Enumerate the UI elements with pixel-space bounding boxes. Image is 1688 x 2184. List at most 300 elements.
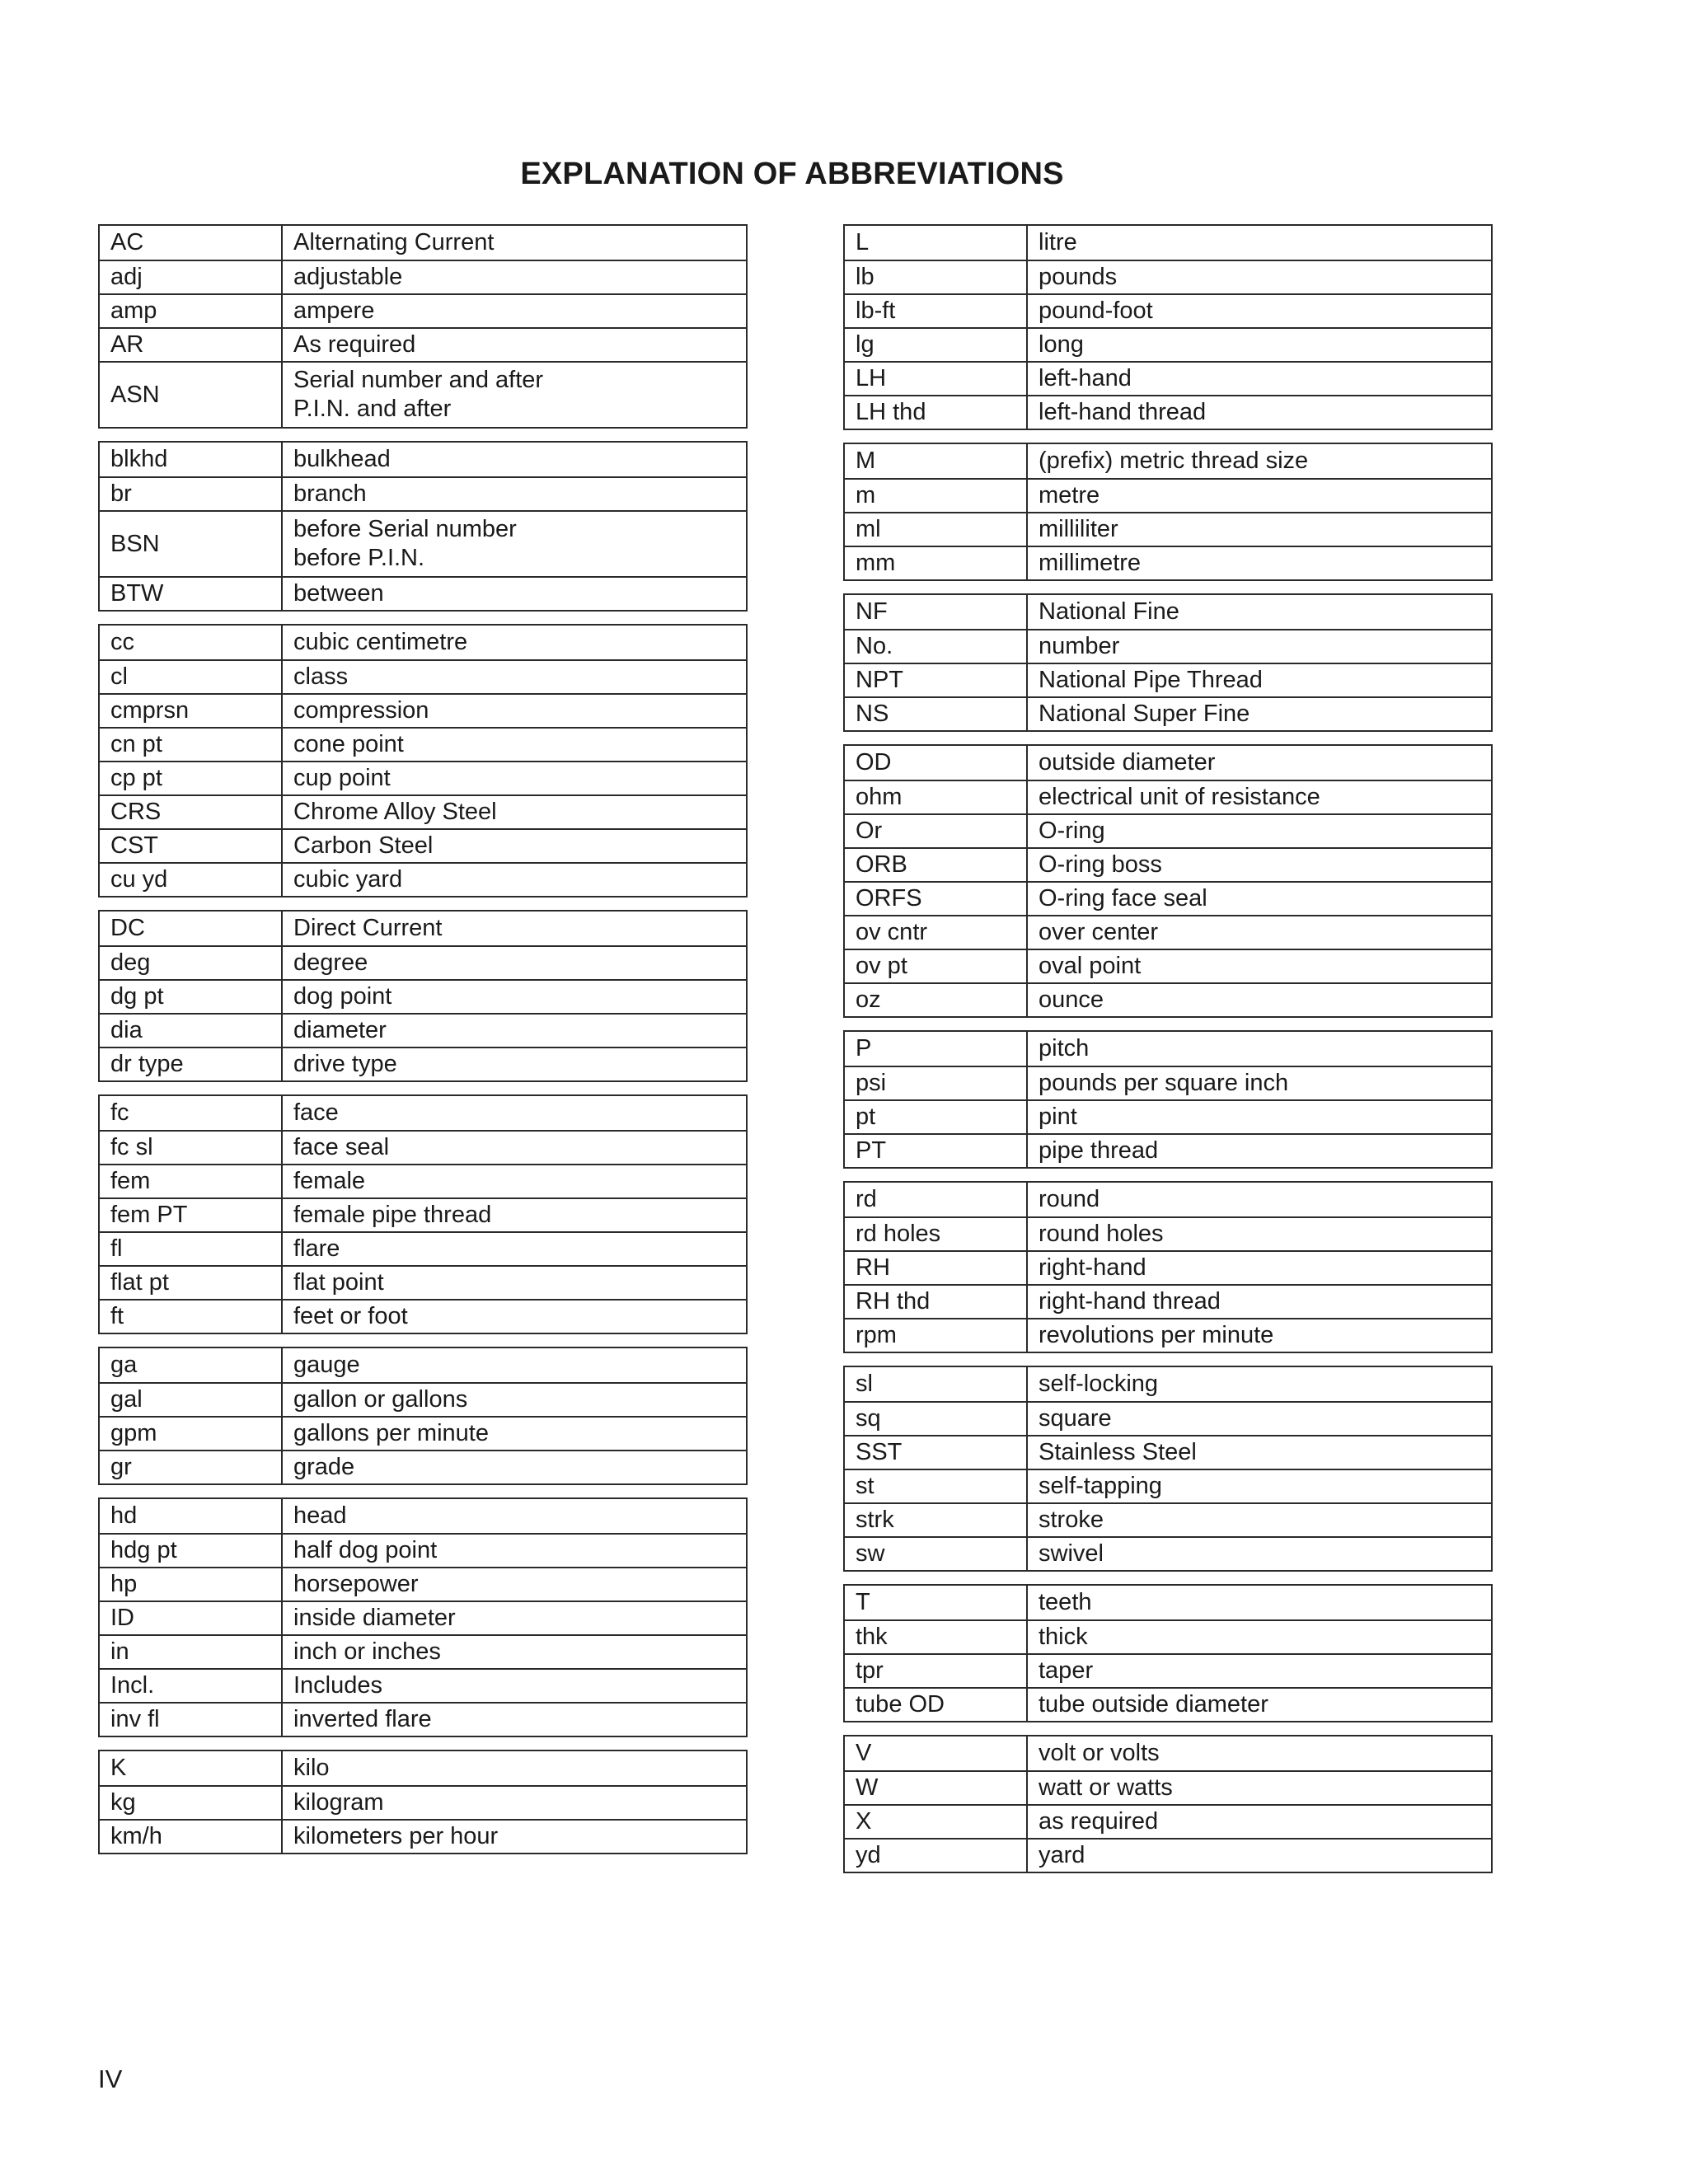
abbreviation-row [100,1751,746,1785]
abbreviation-meaning [1028,1319,1491,1352]
abbreviation-term: ohm [845,781,1028,813]
abbreviation-meaning [283,443,746,476]
abbreviation-row [100,945,746,979]
abbreviation-meaning-line: outside diameter [1039,749,1216,776]
abbreviation-row [845,595,1491,629]
abbreviation-meaning-line: kilo [293,1755,330,1781]
abbreviation-term: ft [100,1301,283,1333]
abbreviation-meaning [283,1418,746,1450]
abbreviation-meaning-line: O-ring boss [1039,851,1162,878]
abbreviation-term: sl [845,1367,1028,1401]
abbreviation-meaning-line: head [293,1502,347,1529]
abbreviation-row [100,1164,746,1197]
abbreviation-meaning-line: volt or volts [1039,1740,1160,1766]
abbreviation-row [845,395,1491,429]
abbreviation-row [845,260,1491,293]
abbreviation-meaning [1028,329,1491,361]
abbreviation-group [843,593,1493,732]
abbreviation-term: NPT [845,664,1028,696]
abbreviation-row [100,828,746,862]
abbreviation-row [100,1601,746,1634]
abbreviation-meaning-line: O-ring [1039,818,1105,844]
abbreviation-row [845,1099,1491,1133]
abbreviation-term: fem [100,1165,283,1197]
abbreviation-meaning-line: branch [293,480,367,507]
abbreviation-term: ov pt [845,950,1028,982]
abbreviation-meaning [1028,396,1491,429]
abbreviation-row [100,1231,746,1265]
left-abbreviation-column [98,224,748,1867]
abbreviation-term: fem PT [100,1199,283,1231]
abbreviation-meaning [1028,1286,1491,1318]
abbreviation-group [98,910,748,1082]
abbreviation-term: gpm [100,1418,283,1450]
abbreviation-term: lb-ft [845,295,1028,327]
abbreviation-meaning [283,1751,746,1785]
abbreviation-term: L [845,226,1028,260]
abbreviation-meaning-line: (prefix) metric thread size [1039,448,1309,474]
abbreviation-meaning-line: compression [293,697,429,724]
abbreviation-group [843,1584,1493,1722]
abbreviation-meaning-line: flat point [293,1269,384,1296]
abbreviation-row [845,1469,1491,1502]
abbreviation-row [845,546,1491,579]
abbreviation-term: Or [845,815,1028,847]
abbreviation-row [100,510,746,576]
abbreviation-meaning-line: electrical unit of resistance [1039,784,1320,810]
abbreviation-row [100,1634,746,1668]
abbreviation-meaning [1028,595,1491,629]
abbreviation-row [845,1250,1491,1284]
abbreviation-meaning-line: stroke [1039,1507,1104,1533]
abbreviation-term: thk [845,1621,1028,1653]
abbreviation-meaning-line: round [1039,1186,1100,1212]
abbreviation-meaning [283,626,746,659]
abbreviation-meaning [283,1787,746,1819]
abbreviation-meaning [283,295,746,327]
abbreviation-row [845,949,1491,982]
abbreviation-meaning [1028,815,1491,847]
abbreviation-row [100,260,746,293]
abbreviation-meaning-line: oval point [1039,953,1142,979]
abbreviation-group [843,224,1493,430]
abbreviation-meaning [283,1670,746,1702]
abbreviation-group [98,441,748,612]
abbreviation-term: AR [100,329,283,361]
abbreviation-meaning-line: Direct Current [293,915,443,941]
abbreviation-meaning-line: inside diameter [293,1605,456,1631]
abbreviation-term: BTW [100,578,283,610]
abbreviation-meaning [283,1096,746,1130]
abbreviation-meaning-line: self-tapping [1039,1473,1162,1499]
abbreviation-meaning-line: pipe thread [1039,1137,1159,1164]
abbreviation-term: ml [845,513,1028,546]
abbreviation-row [845,1066,1491,1099]
abbreviation-term: mm [845,547,1028,579]
abbreviation-term: PT [845,1135,1028,1167]
abbreviation-term: P [845,1032,1028,1066]
abbreviation-meaning [1028,1736,1491,1770]
abbreviation-meaning-line: cubic centimetre [293,629,468,655]
abbreviation-meaning [1028,480,1491,512]
abbreviation-row [845,982,1491,1016]
abbreviation-term: tpr [845,1655,1028,1687]
abbreviation-meaning [283,796,746,828]
abbreviation-term: OD [845,746,1028,780]
abbreviation-term: yd [845,1840,1028,1872]
abbreviation-row [845,1736,1491,1770]
abbreviation-meaning-line: left-hand [1039,365,1132,391]
abbreviation-group [98,1497,748,1737]
abbreviation-meaning [283,1233,746,1265]
abbreviation-row [845,780,1491,813]
abbreviation-row [100,1382,746,1416]
abbreviation-row [845,1804,1491,1838]
abbreviation-term: SST [845,1436,1028,1469]
abbreviation-row [845,1435,1491,1469]
abbreviation-row [100,361,746,427]
abbreviation-meaning-line: taper [1039,1657,1094,1684]
abbreviation-meaning [1028,226,1491,260]
abbreviation-term: oz [845,984,1028,1016]
abbreviation-term: cl [100,661,283,693]
abbreviation-term: BSN [100,512,283,576]
abbreviation-term: inv fl [100,1704,283,1736]
abbreviation-term: No. [845,630,1028,663]
abbreviation-meaning [1028,444,1491,478]
abbreviation-term: K [100,1751,283,1785]
abbreviation-row [100,1197,746,1231]
abbreviation-term: T [845,1586,1028,1619]
abbreviation-row [100,1013,746,1047]
abbreviation-term: cu yd [100,864,283,896]
abbreviation-row [100,1416,746,1450]
abbreviation-row [845,478,1491,512]
abbreviation-term: cp pt [100,762,283,794]
abbreviation-meaning [283,1165,746,1197]
abbreviation-group [98,224,748,429]
abbreviation-term: CST [100,830,283,862]
abbreviation-meaning [1028,1586,1491,1619]
abbreviation-meaning-line: Stainless Steel [1039,1439,1197,1465]
abbreviation-term: psi [845,1067,1028,1099]
abbreviation-term: V [845,1736,1028,1770]
abbreviation-meaning-line: horsepower [293,1571,419,1597]
abbreviation-meaning-line: as required [1039,1808,1159,1835]
abbreviation-row [100,1348,746,1382]
abbreviation-row [845,1216,1491,1250]
abbreviation-meaning-line: milliliter [1039,516,1118,542]
abbreviation-meaning-line: gallons per minute [293,1420,489,1446]
abbreviation-term: cmprsn [100,695,283,727]
abbreviation-row [845,696,1491,730]
abbreviation-meaning [1028,1367,1491,1401]
abbreviation-term: sw [845,1538,1028,1570]
abbreviation-row [845,813,1491,847]
abbreviation-row [100,1819,746,1853]
abbreviation-meaning-line: pitch [1039,1035,1090,1062]
abbreviation-meaning-line: long [1039,331,1084,358]
abbreviation-row [845,1401,1491,1435]
abbreviation-meaning [283,830,746,862]
abbreviation-row [100,1450,746,1483]
abbreviation-term: flat pt [100,1267,283,1299]
abbreviation-group [98,1347,748,1485]
abbreviation-row [100,1533,746,1567]
abbreviation-term: NF [845,595,1028,629]
abbreviation-term: DC [100,912,283,945]
abbreviation-term: M [845,444,1028,478]
abbreviation-row [845,881,1491,915]
abbreviation-meaning-line: Alternating Current [293,229,495,255]
abbreviation-row [845,1586,1491,1619]
abbreviation-meaning [283,1821,746,1853]
abbreviation-group [843,1735,1493,1873]
abbreviation-term: km/h [100,1821,283,1853]
abbreviation-meaning [283,1384,746,1416]
abbreviation-meaning-line: National Super Fine [1039,701,1250,727]
abbreviation-meaning [1028,950,1491,982]
abbreviation-term: W [845,1772,1028,1804]
abbreviation-row [100,693,746,727]
abbreviation-meaning-line: round holes [1039,1221,1164,1247]
abbreviation-row [845,226,1491,260]
abbreviation-meaning-line: swivel [1039,1540,1104,1567]
abbreviation-term: ID [100,1602,283,1634]
abbreviation-term: deg [100,947,283,979]
abbreviation-meaning [1028,916,1491,949]
abbreviation-group [843,1366,1493,1572]
abbreviation-meaning [1028,363,1491,395]
abbreviation-row [100,979,746,1013]
abbreviation-term: LH thd [845,396,1028,429]
abbreviation-row [100,1299,746,1333]
abbreviation-meaning [1028,1840,1491,1872]
abbreviation-row [100,761,746,794]
abbreviation-meaning-line: Serial number and after [293,367,544,393]
abbreviation-meaning-line: yard [1039,1842,1085,1868]
abbreviation-meaning [1028,1504,1491,1536]
abbreviation-group [98,1094,748,1334]
abbreviation-row [100,1047,746,1080]
page-title: EXPLANATION OF ABBREVIATIONS [520,157,1064,191]
abbreviation-meaning [283,512,746,576]
abbreviation-meaning [1028,664,1491,696]
abbreviation-meaning-line: Carbon Steel [293,832,434,859]
abbreviation-meaning [1028,1218,1491,1250]
abbreviation-row [845,1032,1491,1066]
abbreviation-meaning-line: inch or inches [293,1638,441,1665]
abbreviation-meaning-line: revolutions per minute [1039,1322,1274,1348]
abbreviation-term: cc [100,626,283,659]
abbreviation-row [100,1130,746,1164]
abbreviation-meaning-line: face [293,1099,339,1126]
abbreviation-row [845,629,1491,663]
abbreviation-row [845,847,1491,881]
abbreviation-meaning-line: ounce [1039,987,1104,1013]
right-abbreviation-column [843,224,1493,1886]
abbreviation-meaning-line: cubic yard [293,866,403,893]
abbreviation-meaning-line: gauge [293,1352,360,1378]
abbreviation-meaning-line: flare [293,1235,340,1262]
abbreviation-meaning-line: pounds per square inch [1039,1070,1289,1096]
abbreviation-meaning-line: cone point [293,731,404,757]
abbreviation-group [843,443,1493,581]
abbreviation-meaning [283,1301,746,1333]
abbreviation-term: ga [100,1348,283,1382]
abbreviation-row [100,1265,746,1299]
abbreviation-meaning [283,981,746,1013]
abbreviation-meaning-line: before Serial number [293,516,517,542]
abbreviation-group [843,1030,1493,1169]
abbreviation-term: RH thd [845,1286,1028,1318]
abbreviation-row [100,576,746,610]
abbreviation-meaning-line: female [293,1168,366,1194]
abbreviation-meaning [1028,1135,1491,1167]
abbreviation-term: adj [100,261,283,293]
abbreviation-meaning [1028,849,1491,881]
abbreviation-meaning [1028,883,1491,915]
abbreviation-row [845,915,1491,949]
abbreviation-meaning [1028,1101,1491,1133]
abbreviation-row [845,293,1491,327]
abbreviation-meaning-line: metre [1039,482,1100,509]
abbreviation-meaning [283,947,746,979]
abbreviation-meaning-line: before P.I.N. [293,545,425,571]
abbreviation-meaning-line: litre [1039,229,1077,255]
abbreviation-term: RH [845,1252,1028,1284]
abbreviation-term: ORB [845,849,1028,881]
abbreviation-row [100,226,746,260]
abbreviation-meaning [283,864,746,896]
abbreviation-row [100,1499,746,1533]
abbreviation-row [100,1567,746,1601]
abbreviation-term: st [845,1470,1028,1502]
abbreviation-row [845,512,1491,546]
abbreviation-term: blkhd [100,443,283,476]
abbreviation-term: lg [845,329,1028,361]
abbreviation-meaning [283,329,746,361]
abbreviation-meaning [1028,1067,1491,1099]
abbreviation-row [845,1653,1491,1687]
abbreviation-meaning-line: class [293,663,349,690]
abbreviation-meaning-line: cup point [293,765,391,791]
abbreviation-row [845,1770,1491,1804]
abbreviation-meaning [1028,1806,1491,1838]
abbreviation-meaning-line: self-locking [1039,1371,1159,1397]
abbreviation-term: dia [100,1015,283,1047]
abbreviation-term: fc [100,1096,283,1130]
abbreviation-row [845,1536,1491,1570]
abbreviation-meaning-line: inverted flare [293,1706,432,1732]
abbreviation-row [845,746,1491,780]
abbreviation-meaning [1028,630,1491,663]
abbreviation-term: sq [845,1403,1028,1435]
abbreviation-meaning-line: Chrome Alloy Steel [293,799,497,825]
abbreviation-term: fc sl [100,1132,283,1164]
abbreviation-term: rd holes [845,1218,1028,1250]
abbreviation-meaning-line: National Pipe Thread [1039,667,1263,693]
abbreviation-row [100,476,746,510]
abbreviation-meaning [283,363,746,427]
abbreviation-meaning-line: half dog point [293,1537,438,1563]
abbreviation-term: kg [100,1787,283,1819]
abbreviation-row [100,1096,746,1130]
abbreviation-meaning [283,1568,746,1601]
abbreviation-row [100,1702,746,1736]
abbreviation-term: ov cntr [845,916,1028,949]
abbreviation-term: hd [100,1499,283,1533]
abbreviation-row [100,293,746,327]
abbreviation-term: pt [845,1101,1028,1133]
abbreviation-meaning-line: O-ring face seal [1039,885,1207,912]
abbreviation-term: amp [100,295,283,327]
abbreviation-meaning-line: feet or foot [293,1303,408,1329]
abbreviation-row [100,1785,746,1819]
abbreviation-meaning [283,261,746,293]
abbreviation-term: dg pt [100,981,283,1013]
abbreviation-meaning [283,1499,746,1533]
abbreviation-meaning [1028,1470,1491,1502]
abbreviation-meaning [1028,1252,1491,1284]
abbreviation-term: hdg pt [100,1535,283,1567]
abbreviation-meaning-line: pounds [1039,264,1118,290]
abbreviation-meaning-line: millimetre [1039,550,1142,576]
abbreviation-group [843,1181,1493,1353]
abbreviation-meaning-line: ampere [293,298,375,324]
abbreviation-meaning-line: As required [293,331,416,358]
abbreviation-term: ASN [100,363,283,427]
abbreviation-term: lb [845,261,1028,293]
abbreviation-row [845,1284,1491,1318]
abbreviation-meaning [1028,1655,1491,1687]
abbreviation-row [100,912,746,945]
abbreviation-term: X [845,1806,1028,1838]
abbreviation-meaning [283,1048,746,1080]
abbreviation-row [100,443,746,476]
abbreviation-row [845,444,1491,478]
abbreviation-row [845,1619,1491,1653]
abbreviation-meaning [1028,513,1491,546]
abbreviation-meaning-line: face seal [293,1134,390,1160]
abbreviation-meaning [1028,984,1491,1016]
abbreviation-term: Incl. [100,1670,283,1702]
abbreviation-meaning-line: gallon or gallons [293,1386,468,1413]
abbreviation-meaning-line: kilometers per hour [293,1823,499,1849]
abbreviation-meaning [1028,1436,1491,1469]
abbreviation-row [845,1367,1491,1401]
abbreviation-meaning [283,661,746,693]
abbreviation-meaning [1028,1772,1491,1804]
abbreviation-row [100,794,746,828]
abbreviation-term: LH [845,363,1028,395]
abbreviation-row [845,1838,1491,1872]
abbreviation-meaning-line: watt or watts [1039,1774,1173,1801]
abbreviation-meaning [283,478,746,510]
abbreviation-row [100,327,746,361]
abbreviation-meaning-line: Includes [293,1672,383,1699]
abbreviation-meaning [283,1132,746,1164]
abbreviation-meaning [1028,547,1491,579]
abbreviation-row [100,727,746,761]
abbreviation-term: rpm [845,1319,1028,1352]
abbreviation-meaning-line: between [293,580,384,607]
abbreviation-meaning-line: degree [293,949,368,976]
abbreviation-term: in [100,1636,283,1668]
abbreviation-meaning [1028,1538,1491,1570]
abbreviation-meaning-line: teeth [1039,1589,1092,1615]
abbreviation-meaning-line: tube outside diameter [1039,1691,1268,1718]
